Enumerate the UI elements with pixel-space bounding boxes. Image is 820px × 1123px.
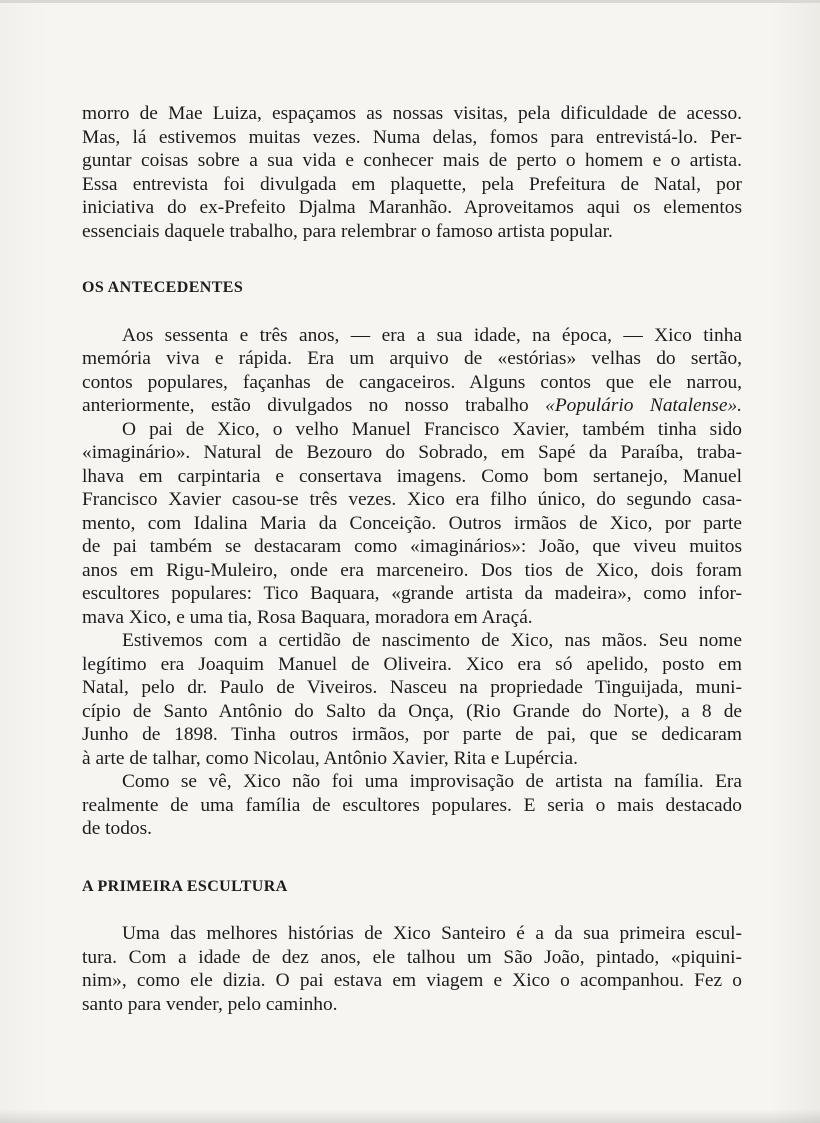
text-line: santo para vender, pelo caminho. [82,993,338,1015]
text-line: legítimo era Joaquim Manuel de Oliveira. Xico era só apelido, posto em [82,653,742,675]
section-heading-antecedentes: OS ANTECEDENTES [82,279,244,296]
text-line: à arte de talhar, como Nicolau, Antônio Xavier, Rita e Lupércia. [82,747,578,769]
antecedentes-paragraph-3 [82,629,742,770]
text-line: lhava em carpintaria e consertava imagens. Como bom sertanejo, Manuel [82,465,742,487]
page-top-edge [0,0,820,3]
text-line: Mas, lá estivemos muitas vezes. Numa delas, fomos para entrevistá-lo. Per- [82,126,742,148]
text-line: escultores populares: Tico Baquara, «grande artista da madeira», como infor- [82,583,742,604]
antecedentes-paragraph-2 [82,418,742,630]
text-column [82,102,742,1016]
intro-paragraph [82,102,742,243]
text-line [82,394,742,418]
text-line: de todos. [82,818,153,839]
text-line: anos em Rigu-Muleiro, onde era marceneiro. Dos tios de Xico, dois foram [82,559,742,581]
text-line: essenciais daquele trabalho, para relembrar o famoso artista popular. [82,220,613,242]
text-line: memória viva e rápida. Era um arquivo de «estórias» velhas do sertão, [82,348,742,369]
text-line: iniciativa do ex-Prefeito Djalma Maranhão. Aproveitamos aqui os elementos [82,197,742,218]
text-line: Aos sessenta e três anos, — era a sua idade, na época, — Xico tinha [122,324,742,346]
text-line: Estivemos com a certidão de nascimento de Xico, nas mãos. Seu nome [122,630,742,651]
text-line: Francisco Xavier casou-se três vezes. Xico era filho único, do segundo casa- [82,489,742,510]
text-line: Uma das melhores histórias de Xico Santeiro é a da sua primeira escul- [122,923,742,944]
text-fragment: anteriormente, estão divulgados no nosso trabalho [82,395,529,416]
text-line: Essa entrevista foi divulgada em plaquette, pela Prefeitura de Natal, por [82,173,742,195]
section-heading-primeira-escultura: A PRIMEIRA ESCULTURA [82,877,288,895]
text-line: Natal, pelo dr. Paulo de Viveiros. Nasceu na propriedade Tinguijada, muni- [82,677,742,698]
text-line: Como se vê, Xico não foi uma improvisação de artista na família. Era [122,771,742,792]
text-line: «imaginário». Natural de Bezouro do Sobrado, em Sapé da Paraíba, traba- [82,442,742,463]
text-line: mento, com Idalina Maria da Conceição. Outros irmãos de Xico, por parte [82,512,742,534]
text-line: tura. Com a idade de dez anos, ele talhou um São João, pintado, «piquini- [82,946,742,968]
page-bottom-edge [0,1109,820,1123]
antecedentes-paragraph-4 [82,770,742,841]
text-line: nim», como ele dizia. O pai estava em viagem e Xico o acompanhou. Fez o [82,970,742,991]
text-line: de pai também se destacaram como «imaginários»: João, que viveu muitos [82,536,742,557]
text-line: O pai de Xico, o velho Manuel Francisco Xavier, também tinha sido [122,418,742,440]
text-line: realmente de uma família de escultores populares. E seria o mais destacado [82,794,742,816]
text-line: contos populares, façanhas de cangaceiros. Alguns contos que ele narrou, [82,371,742,393]
text-line: Junho de 1898. Tinha outros irmãos, por parte de pai, que se dedicaram [82,724,742,745]
antecedentes-paragraph-1 [82,324,742,418]
text-line: mava Xico, e uma tia, Rosa Baquara, moradora em Araçá. [82,606,533,628]
book-title: «Populário Natalense». [545,395,742,416]
text-line: guntar coisas sobre a sua vida e conhecer mais de perto o homem e o artista. [82,150,742,171]
text-line: cípio de Santo Antônio do Salto da Onça, (Rio Grande do Norte), a 8 de [82,700,742,722]
escultura-paragraph-1 [82,922,742,1016]
text-line: morro de Mae Luiza, espaçamos as nossas visitas, pela dificuldade de acesso. [82,103,742,124]
